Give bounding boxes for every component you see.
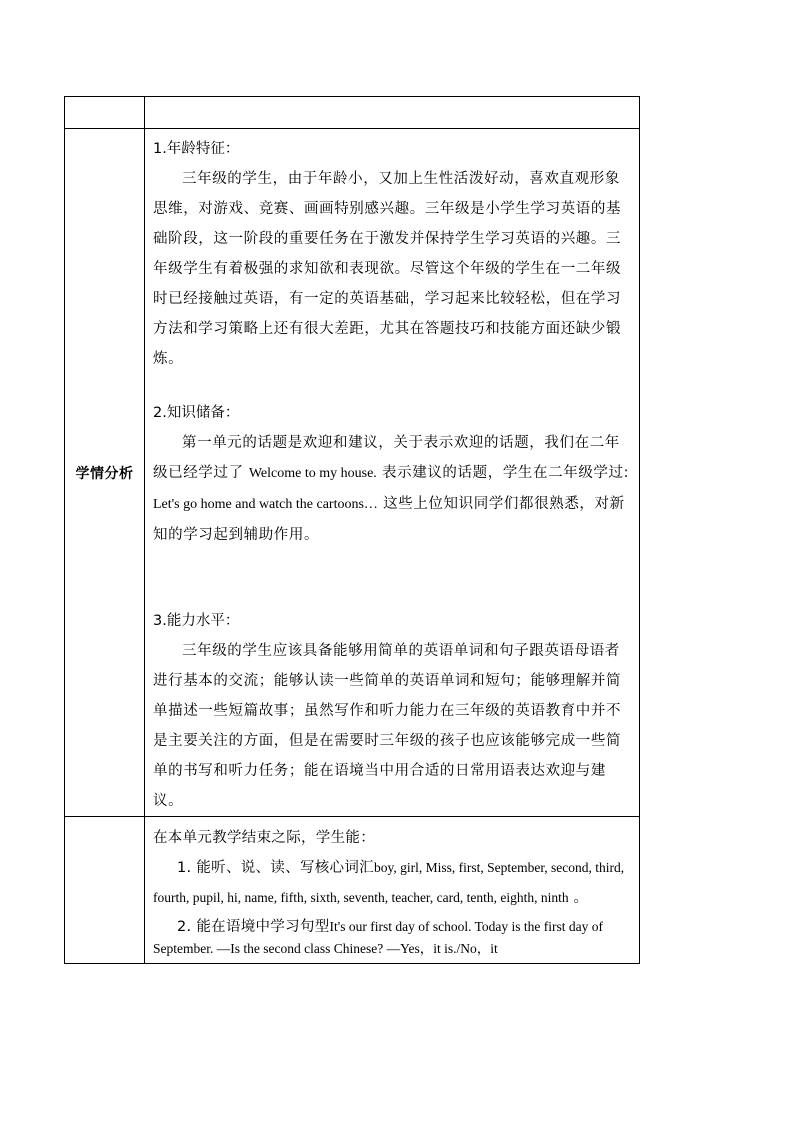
goal-item-1-words: boy, girl, Miss, first, September, second, third, fourth, pupil, hi, name, fifth, sixth, seventh, teacher, card, tenth, eighth, ninth [153,860,625,905]
goal-item-2-prefix: 2. 能在语境中学习句型 [177,919,330,935]
knowledge-text-2: 表示建议的话题，学生在二年级学过: [382,465,630,481]
goals-row [65,817,640,964]
empty-label-cell [65,97,145,129]
empty-content-cell [145,97,640,129]
section-paragraph-knowledge [153,428,633,550]
knowledge-text-1: 第一单元的话题是欢迎和建议，关于表示欢迎的话题，我们在二年级已经学过了 [153,435,620,481]
section-heading-ability: 3.能力水平： [153,613,240,629]
goals-content-cell [145,817,640,964]
table-header-row [65,97,640,129]
goal-item-1 [153,853,633,913]
goals-intro: 在本单元教学结束之际，学生能： [153,830,375,846]
section-heading-age: 1.年龄特征： [153,141,240,157]
section-paragraph-ability: 三年级的学生应该具备能够用简单的英语单词和句子跟英语母语者进行基本的交流；能够认读一些简单的英语单词和短句；能够理解并简单描述一些短篇故事；虽然写作和听力能力在三年级的英语教育中并不是主要关注的方面，但是在需要时三年级的孩子也应该能够完成一些简单的书写和听力任务；能在语境当中用合适的日常用语表达欢迎与建议。 [153,643,622,809]
section-heading-knowledge: 2.知识储备： [153,405,240,421]
analysis-label: 学情分析 [75,465,134,482]
analysis-label-cell [65,129,145,817]
knowledge-phrase-1: Welcome to my house. [248,466,377,481]
section-paragraph-age: 三年级的学生，由于年龄小，又加上生性活泼好动，喜欢直观形象思维，对游戏、竞赛、画画特别感兴趣。三年级是小学生学习英语的基础阶段，这一阶段的重要任务在于激发并保持学生学习英语的兴趣。三年级学生有着极强的求知欲和表现欲。尽管这个年级的学生在一二年级时已经接触过英语，有一定的英语基础，学习起来比较轻松，但在学习方法和学习策略上还有很大差距，尤其在答题技巧和技能方面还缺少锻炼。 [153,171,622,367]
knowledge-phrase-2: Let's go home and watch the cartoons… [153,497,378,512]
goal-item-2 [153,913,633,960]
goals-label-cell [65,817,145,964]
analysis-row [65,129,640,817]
lesson-plan-table [64,96,640,964]
goal-item-1-suffix: 。 [573,890,589,906]
goal-item-1-prefix: 1. 能听、说、读、写核心词汇 [177,860,374,876]
knowledge-text-3: 这些上位知识同学们都很熟悉，对新知的学习起到辅助作用。 [153,496,625,543]
analysis-content-cell [145,129,640,817]
goal-item-2-text: It's our first day of school. Today is the first day of September. —Is the second class Chinese? —Yes，it is./No，it [153,919,603,956]
